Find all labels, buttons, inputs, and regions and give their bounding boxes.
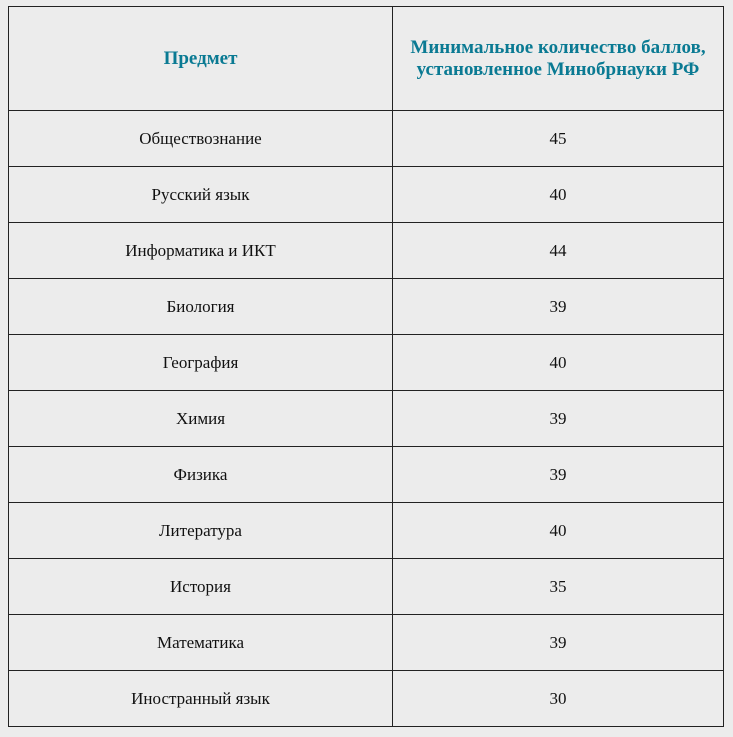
subject-cell: Физика <box>9 447 393 503</box>
score-cell: 40 <box>393 167 724 223</box>
table-row <box>9 335 724 391</box>
table-row <box>9 223 724 279</box>
table-row <box>9 447 724 503</box>
score-cell: 40 <box>393 335 724 391</box>
score-cell: 39 <box>393 615 724 671</box>
table-header-row <box>9 7 724 111</box>
table-row <box>9 559 724 615</box>
subject-cell: Информатика и ИКТ <box>9 223 393 279</box>
score-cell: 40 <box>393 503 724 559</box>
subject-cell: География <box>9 335 393 391</box>
score-cell: 44 <box>393 223 724 279</box>
score-cell: 39 <box>393 391 724 447</box>
subject-cell: Русский язык <box>9 167 393 223</box>
score-cell: 39 <box>393 279 724 335</box>
subject-cell: Иностранный язык <box>9 671 393 727</box>
min-scores-table-container <box>8 6 723 727</box>
score-cell: 39 <box>393 447 724 503</box>
subject-cell: История <box>9 559 393 615</box>
table-row <box>9 391 724 447</box>
table-row <box>9 671 724 727</box>
table-row <box>9 503 724 559</box>
header-subject: Предмет <box>9 7 393 111</box>
subject-cell: Математика <box>9 615 393 671</box>
subject-cell: Биология <box>9 279 393 335</box>
score-cell: 35 <box>393 559 724 615</box>
subject-cell: Обществознание <box>9 111 393 167</box>
header-min-score: Минимальное количество баллов, установленное Минобрнауки РФ <box>393 7 724 111</box>
table-row <box>9 279 724 335</box>
table-row <box>9 167 724 223</box>
score-cell: 30 <box>393 671 724 727</box>
table-row <box>9 111 724 167</box>
min-scores-table <box>8 6 724 727</box>
subject-cell: Литература <box>9 503 393 559</box>
score-cell: 45 <box>393 111 724 167</box>
subject-cell: Химия <box>9 391 393 447</box>
table-row <box>9 615 724 671</box>
